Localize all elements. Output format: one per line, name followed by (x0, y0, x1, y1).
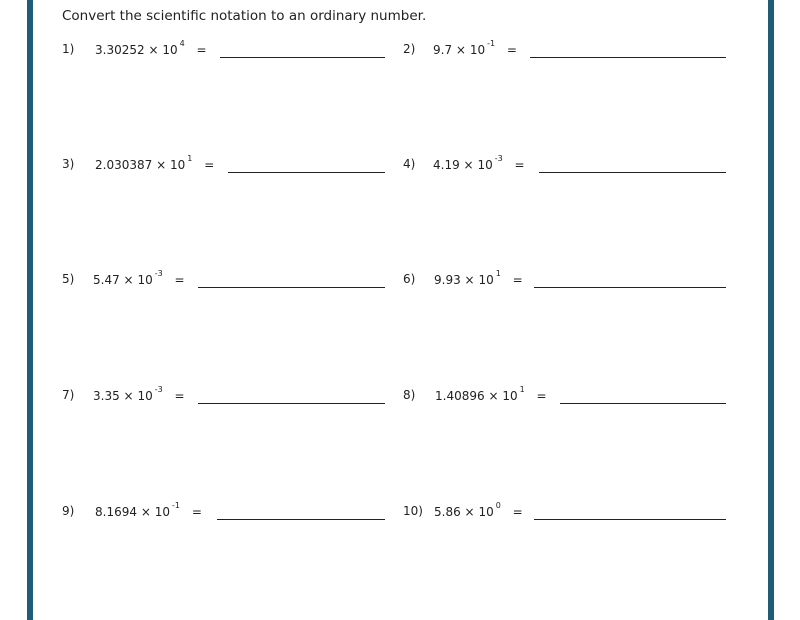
times-sign: × (156, 158, 167, 172)
exponent: 1 (519, 385, 525, 394)
exponent: -3 (494, 154, 503, 163)
answer-line[interactable] (560, 402, 726, 404)
problem-number: 2) (403, 42, 416, 56)
times-sign: × (140, 505, 151, 519)
times-sign: × (455, 43, 466, 57)
problem-number: 5) (62, 272, 75, 286)
problem-number: 3) (62, 157, 75, 171)
problem-expression (435, 385, 552, 403)
equals-sign: = (514, 158, 525, 172)
equals-sign: = (174, 389, 185, 403)
problem (62, 501, 387, 524)
base: 10 (469, 43, 486, 57)
problem (403, 501, 728, 524)
base: 10 (137, 273, 153, 287)
mantissa: 8.1694 (95, 505, 137, 519)
problem-number: 9) (62, 504, 75, 518)
problem (62, 269, 387, 292)
problem-number: 1) (62, 42, 75, 56)
answer-line[interactable] (534, 286, 726, 288)
mantissa: 9.93 (434, 273, 461, 287)
problem-expression (95, 154, 219, 172)
exponent: -3 (154, 385, 163, 394)
answer-line[interactable] (198, 286, 385, 288)
worksheet-instructions: Convert the scientific notation to an ordinary number. (62, 8, 427, 24)
answer-line[interactable] (198, 402, 385, 404)
base: 10 (137, 389, 153, 403)
times-sign: × (123, 389, 134, 403)
problem (403, 39, 728, 62)
problem-expression (434, 501, 528, 519)
problem-number: 10) (403, 504, 423, 518)
times-sign: × (464, 505, 475, 519)
base: 10 (169, 158, 186, 172)
problem (62, 385, 387, 408)
exponent: 4 (179, 39, 185, 48)
equals-sign: = (204, 158, 215, 172)
times-sign: × (488, 389, 499, 403)
problem-expression (433, 154, 530, 172)
exponent: -1 (487, 39, 496, 48)
mantissa: 9.7 (433, 43, 453, 57)
page-border-left (27, 0, 33, 620)
exponent: 0 (495, 501, 501, 510)
base: 10 (478, 273, 494, 287)
problem (403, 154, 728, 177)
problem-expression (95, 501, 207, 519)
exponent: -1 (172, 501, 180, 510)
answer-line[interactable] (534, 518, 726, 520)
problem (62, 154, 387, 177)
times-sign: × (463, 158, 474, 172)
mantissa: 3.30252 (95, 43, 145, 57)
problem-expression (433, 39, 522, 57)
problem (62, 39, 387, 62)
problem-expression (93, 385, 190, 403)
answer-line[interactable] (530, 56, 726, 58)
exponent: 1 (187, 154, 193, 163)
base: 10 (162, 43, 178, 57)
page-border-right (768, 0, 774, 620)
mantissa: 1.40896 (435, 389, 485, 403)
answer-line[interactable] (539, 171, 726, 173)
mantissa: 2.030387 (95, 158, 153, 172)
equals-sign: = (506, 43, 517, 57)
problem-expression (95, 39, 212, 57)
times-sign: × (148, 43, 159, 57)
equals-sign: = (196, 43, 207, 57)
base: 10 (477, 158, 493, 172)
mantissa: 5.47 (93, 273, 120, 287)
problem-number: 4) (403, 157, 416, 171)
exponent: -3 (154, 269, 163, 278)
base: 10 (502, 389, 518, 403)
problem (403, 385, 728, 408)
equals-sign: = (536, 389, 547, 403)
base: 10 (478, 505, 494, 519)
times-sign: × (123, 273, 134, 287)
mantissa: 4.19 (433, 158, 460, 172)
problem-expression (93, 269, 190, 287)
problem (403, 269, 728, 292)
problem-expression (434, 269, 528, 287)
equals-sign: = (512, 505, 523, 519)
mantissa: 3.35 (93, 389, 120, 403)
mantissa: 5.86 (434, 505, 461, 519)
exponent: 1 (495, 269, 501, 278)
equals-sign: = (191, 505, 202, 519)
problem-number: 8) (403, 388, 416, 402)
times-sign: × (464, 273, 475, 287)
answer-line[interactable] (217, 518, 385, 520)
answer-line[interactable] (220, 56, 385, 58)
answer-line[interactable] (228, 171, 385, 173)
base: 10 (154, 505, 170, 519)
problem-number: 7) (62, 388, 75, 402)
problem-number: 6) (403, 272, 416, 286)
equals-sign: = (174, 273, 185, 287)
equals-sign: = (512, 273, 523, 287)
